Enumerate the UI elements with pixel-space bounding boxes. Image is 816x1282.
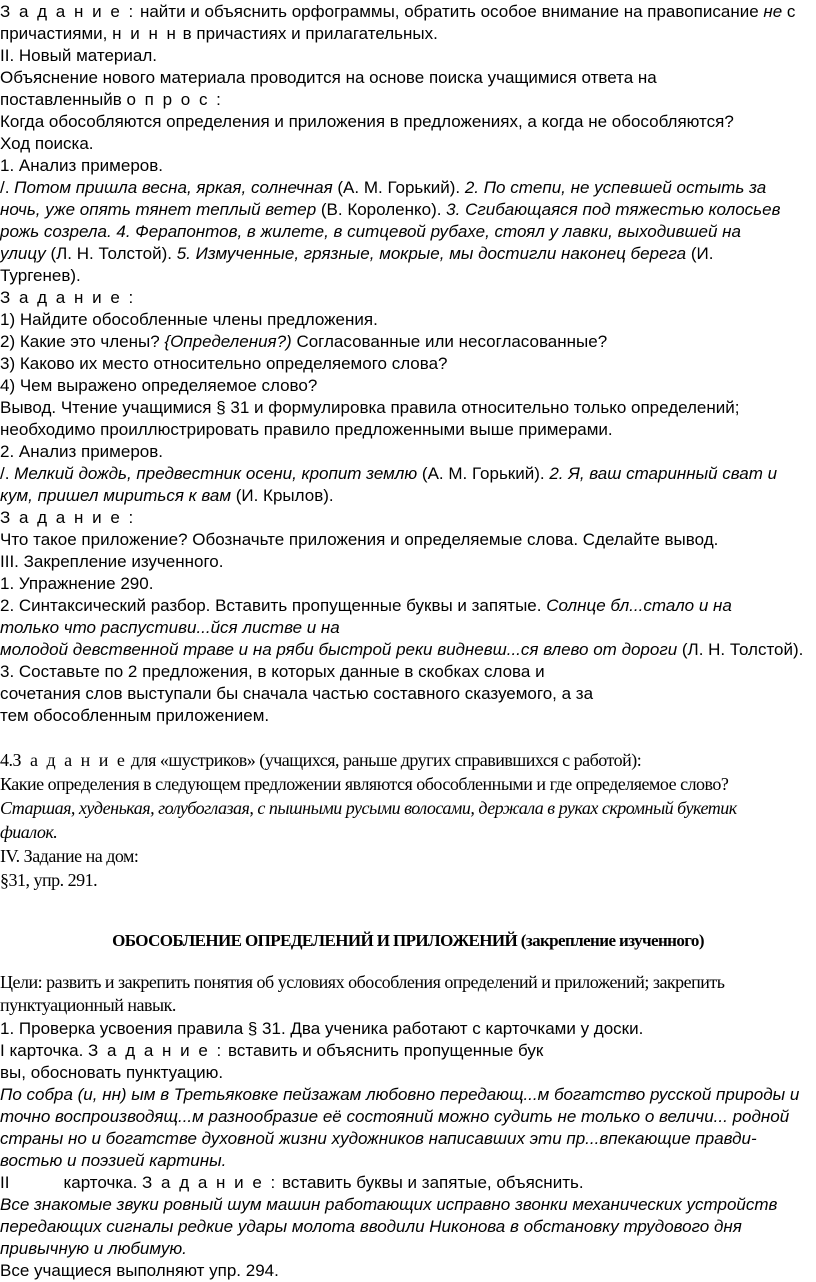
paragraph-line: поставленныйв о п р о с : xyxy=(0,90,223,109)
goals-line: пунктуационный навык. xyxy=(0,995,176,1015)
example-line: /. Потом пришла весна, яркая, солнечная (А. М. Горький). 2. По степи, не успевшей остыть за xyxy=(0,178,767,197)
list-item: 1. Анализ примеров. xyxy=(0,156,163,175)
example-line: улицу (Л. Н. Толстой). 5. Измученные, грязные, мокрые, мы достигли наконец берега (И. xyxy=(0,244,714,263)
list-item: 1) Найдите обособленные члены предложения. xyxy=(0,310,378,329)
example-line: Все знакомые звуки ровный шум машин работающих исправно звонки механических устройств xyxy=(0,1195,778,1214)
page-title: ОБОСОБЛЕНИЕ ОПРЕДЕЛЕНИЙ И ПРИЛОЖЕНИЙ (закрепление изученного) xyxy=(112,931,704,950)
example-line: привычную и любимую. xyxy=(0,1239,187,1258)
list-item: 2. Синтаксический разбор. Вставить пропущенные буквы и запятые. Солнце бл...стало и на xyxy=(0,596,732,615)
section-heading: IV. Задание на дом: xyxy=(0,846,139,866)
paragraph-line: тем обособленным приложением. xyxy=(0,706,270,725)
list-item: 2) Какие это члены? {Определения?) Согласованные или несогласованные? xyxy=(0,332,608,351)
section-heading: III. Закрепление изученного. xyxy=(0,552,224,571)
card-line: II карточка. З а д а н и е : вставить буквы и запятые, объяснить. xyxy=(0,1173,584,1192)
list-item: 3. Составьте по 2 предложения, в которых данные в скобках слова и xyxy=(0,662,545,681)
example-line: /. Мелкий дождь, предвестник осени, кропит землю (А. М. Горький). 2. Я, ваш старинный сват и xyxy=(0,464,778,483)
question-line: Когда обособляются определения и приложения в предложениях, а когда не обособляются? xyxy=(0,112,734,131)
goals-line: Цели: развить и закрепить понятия об условиях обособления определений и приложений; закрепить xyxy=(0,972,725,992)
example-line: только что распустиви...йся листве и на xyxy=(0,618,340,637)
list-item: 3) Каково их место относительно определяемого слова? xyxy=(0,354,448,373)
example-line: ночь, уже опять тянет теплый ветер (В. Короленко). 3. Сгибающаяся под тяжестью колосьев xyxy=(0,200,781,219)
card-line: вы, обосновать пунктуацию. xyxy=(0,1063,224,1082)
example-line: передающих сигналы редкие удары молота вводили Никонова в обстановку трудового дня xyxy=(0,1217,742,1236)
example-line: фиалок. xyxy=(0,822,58,842)
task-line: 4.З а д а н и е для «шустриков» (учащихся, раньше других справившихся с работой): xyxy=(0,750,642,770)
task-label: З а д а н и е : xyxy=(0,508,136,527)
example-line: кум, пришел мириться к вам (И. Крылов). xyxy=(0,486,334,505)
task-line: З а д а н и е : найти и объяснить орфограммы, обратить особое внимание на правописание не с xyxy=(0,2,796,21)
card-line: I карточка. З а д а н и е : вставить и объяснить пропущенные бук xyxy=(0,1041,544,1060)
paragraph-line: Вывод. Чтение учащимися § 31 и формулировка правила относительно только определений; xyxy=(0,398,740,417)
paragraph-line: Все учащиеся выполняют упр. 294. xyxy=(0,1261,279,1280)
section-heading: II. Новый материал. xyxy=(0,46,157,65)
paragraph-line: Ход поиска. xyxy=(0,134,94,153)
paragraph-line: Объяснение нового материала проводится на основе поиска учащимися ответа на xyxy=(0,68,657,87)
example-line: По собра (и, нн) ым в Третьяковке пейзажам любовно передающ...м богатство русской природы и xyxy=(0,1085,800,1104)
example-line: Старшая, худенькая, голубоглазая, с пышными русыми волосами, держала в руках скромный букетик xyxy=(0,798,737,818)
example-line: востью и поэзией картины. xyxy=(0,1151,227,1170)
task-label: З а д а н и е : xyxy=(0,288,136,307)
paragraph-line: необходимо проиллюстрировать правило предложенными выше примерами. xyxy=(0,420,613,439)
example-line: страны но и богатстве духовной жизни художников написавших эти пр...впекающие правди- xyxy=(0,1129,757,1148)
list-item: 4) Чем выражено определяемое слово? xyxy=(0,376,318,395)
question-line: Какие определения в следующем предложении являются обособленными и где определяемое слово? xyxy=(0,774,729,794)
list-item: 1. Проверка усвоения правила § 31. Два ученика работают с карточками у доски. xyxy=(0,1019,644,1038)
list-item: 1. Упражнение 290. xyxy=(0,574,154,593)
list-item: 2. Анализ примеров. xyxy=(0,442,163,461)
example-line: рожь созрела. 4. Ферапонтов, в жилете, в ситцевой рубахе, стоял у лавки, выходившей на xyxy=(0,222,741,241)
example-line: Тургенев). xyxy=(0,266,81,285)
example-line: точно воспроизводящ...м разнообразие её состояний можно судить не только о величи... родной xyxy=(0,1107,790,1126)
example-line: молодой девственной траве и на ряби быстрой реки видневш...ся влево от дороги (Л. Н. Толстой). xyxy=(0,640,804,659)
paragraph-line: сочетания слов выступали бы сначала частью составного сказуемого, а за xyxy=(0,684,594,703)
paragraph-line: Что такое приложение? Обозначьте приложения и определяемые слова. Сделайте вывод. xyxy=(0,530,719,549)
homework-line: §31, упр. 291. xyxy=(0,870,98,890)
task-line-cont: причастиями, н и н н в причастиях и прилагательных. xyxy=(0,24,438,43)
